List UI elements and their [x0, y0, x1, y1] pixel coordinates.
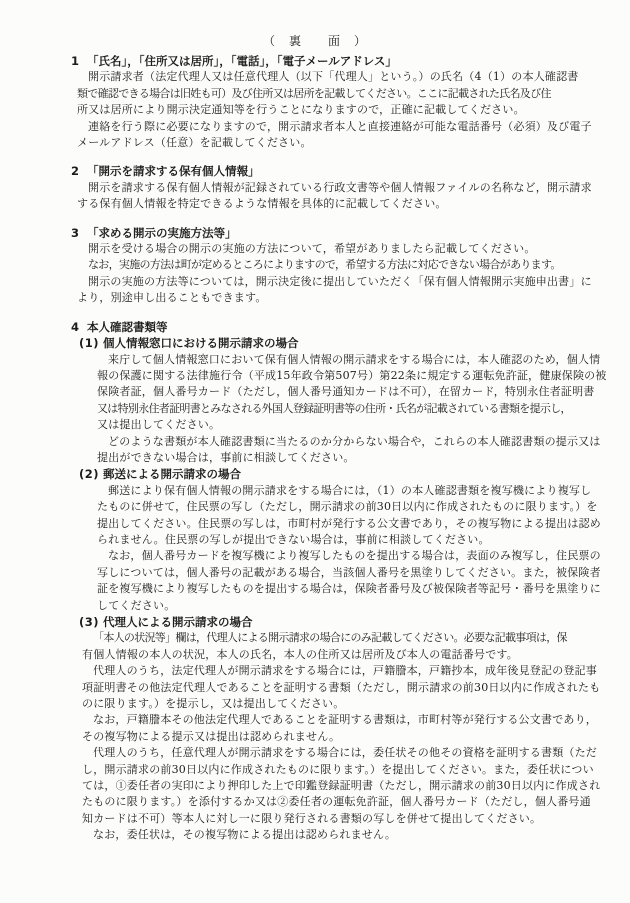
text-line: ては，①委任者の実印により押印した上で印鑑登録証明書（ただし，開示請求の前30日以内に作成され — [82, 779, 601, 793]
text-line: してください。 — [97, 598, 176, 612]
text-line: 開示請求者（法定代理人又は任意代理人（以下「代理人」という。）の氏名（4（1）の本人確認書 — [88, 70, 579, 84]
text-line: 知カードは不可）等本人に対し一に限り発行される書類の写しを併せて提出してください。 — [82, 811, 542, 825]
text-line: 来庁して個人情報窓口において保有個人情報の開示請求をする場合には，本人確認のため，個人情 — [108, 352, 601, 366]
section-title: 「求める開示の実施方法等」 — [87, 225, 237, 240]
text-line: 所又は居所により開示決定通知等を行うことになりますので，正確に記載してください。 — [77, 103, 525, 117]
subsection-heading — [0, 466, 630, 482]
text-line: 写しについては，個人番号の記載がある場合，当該個人番号を黒塗りしてください。また，被保険者 — [97, 565, 601, 579]
subsection-title: 個人情報窓口における開示請求の場合 — [103, 336, 299, 351]
text-line: どのような書類が本人確認書類に当たるのか分からない場合や，これらの本人確認書類の提示又は — [108, 434, 601, 448]
subsection-number: (3) — [79, 615, 100, 629]
text-line: 開示を請求する保有個人情報が記録されている行政文書等や個人情報ファイルの名称など，開示請求 — [88, 180, 592, 194]
text-line: られません。住民票の写しが提出できない場合は，事前に相談してください。 — [97, 532, 490, 546]
section-heading — [0, 163, 630, 179]
text-line: メールアドレス（任意）を記載してください。 — [77, 136, 312, 150]
text-line: 「本人の状況等」欄は，代理人による開示請求の場合にのみ記載してください。必要な記載事項は，保 — [93, 631, 567, 645]
text-line: より，別途申し出ることもできます。 — [77, 291, 267, 305]
text-line: する保有個人情報を特定できるような情報を具体的に記載してください。 — [77, 197, 447, 211]
section — [0, 225, 630, 307]
section-title: 本人確認書類等 — [87, 319, 168, 334]
page-side-label: （ 裏 面 ） — [262, 34, 367, 48]
section-title: 「開示を請求する保有個人情報」 — [87, 164, 260, 179]
subsection-title: 代理人による開示請求の場合 — [103, 615, 253, 629]
section-heading — [0, 225, 630, 241]
text-line: 代理人のうち，法定代理人が開示請求をする場合には，戸籍謄本，戸籍抄本，成年後見登記の登記事 — [93, 664, 597, 678]
section-number: 1 — [71, 54, 80, 68]
subsection-title: 郵送による開示請求の場合 — [103, 467, 242, 482]
section-number: 2 — [71, 164, 80, 179]
section-number: 3 — [71, 225, 80, 240]
text-line: 類で確認できる場合は旧姓も可）及び住所又は居所を記載してください。ここに記載された氏名及び住 — [77, 86, 551, 100]
text-line: 提出してください。住民票の写しは，市町村が発行する公文書であり，その複写物による提出は認め — [97, 516, 601, 530]
text-line: 郵送により保有個人情報の開示請求をする場合には，（1）の本人確認書類を複写機により複写し — [108, 483, 592, 497]
text-line: なお，委任状は，その複写物による提出は認められません。 — [93, 828, 397, 842]
text-line: 連絡を行う際に必要になりますので，開示請求者本人と直接連絡が可能な電話番号（必須）及び電子 — [88, 119, 592, 133]
subsection-heading — [0, 335, 630, 351]
text-line: 保険者証，個人番号カード（ただし，個人番号通知カードは不可），在留カード，特別永住者証明書 — [97, 385, 595, 399]
section — [0, 53, 630, 151]
section — [0, 163, 630, 212]
text-line: 又は特別永住者証明書とみなされる外国人登録証明書等の住所・氏名が記載されている書類を提示し， — [97, 401, 571, 415]
subsection-number: (2) — [79, 467, 100, 482]
text-line: 報の保護に関する法律施行令（平成15年政令第507号）第22条に規定する運転免許証，健康保険の被 — [97, 368, 607, 382]
subsection-number: (1) — [79, 336, 100, 351]
section-heading — [0, 319, 630, 335]
text-line: 又は提出してください。 — [97, 418, 221, 432]
subsection-heading — [0, 614, 630, 630]
text-line: なお，実施の方法は町が定めるところによりますので，希望する方法に対応できない場合があります。 — [88, 258, 561, 272]
text-line: なお，個人番号カードを複写機により複写したものを提出する場合は，表面のみ複写し，住民票の — [108, 549, 601, 563]
text-line: たものに併せて，住民票の写し（ただし，開示請求の前30日以内に作成されたものに限ります。）を — [97, 500, 598, 514]
text-line: のに限ります。）を提示し，又は提出してください。 — [82, 697, 345, 711]
text-line: たものに限ります。）を添付するか又は②委任者の運転免許証，個人番号カード（ただし，個人番号通 — [82, 795, 591, 809]
text-line: 証を複写機により複写したものを提出する場合は，保険者番号及び被保険者等記号・番号を黒塗りに — [97, 582, 601, 596]
section — [0, 319, 630, 844]
document-body — [0, 53, 630, 844]
text-line: その複写物による提示又は提出は認められません。 — [82, 729, 341, 743]
section-heading — [0, 53, 630, 69]
text-line: 開示を受ける場合の開示の実施の方法について，希望がありましたら記載してください。 — [88, 242, 536, 256]
text-line: 代理人のうち，任意代理人が開示請求をする場合には，委任状その他その資格を証明する書類（ただ — [93, 746, 597, 760]
text-line: 提出ができない場合は，事前に相談してください。 — [97, 450, 355, 464]
section-title: 「氏名」，「住所又は居所」，「電話」，「電子メールアドレス」 — [87, 54, 397, 68]
text-line: し，開示請求の前30日以内に作成されたものに限ります。）を提出してください。また，委任状につい — [82, 762, 594, 776]
text-line: 項証明書その他法定代理人であることを証明する書類（ただし，開示請求の前30日以内に作成されたも — [82, 680, 601, 694]
text-line: なお，戸籍謄本その他法定代理人であることを証明する書類は，市町村等が発行する公文書であり， — [93, 713, 597, 727]
section-number: 4 — [71, 319, 80, 334]
text-line: 有個人情報の本人の状況，本人の氏名，本人の住所又は居所及び本人の電話番号です。 — [82, 647, 518, 661]
text-line: 開示の実施の方法等については，開示決定後に提出していただく「保有個人情報開示実施申出書」に — [88, 274, 592, 288]
